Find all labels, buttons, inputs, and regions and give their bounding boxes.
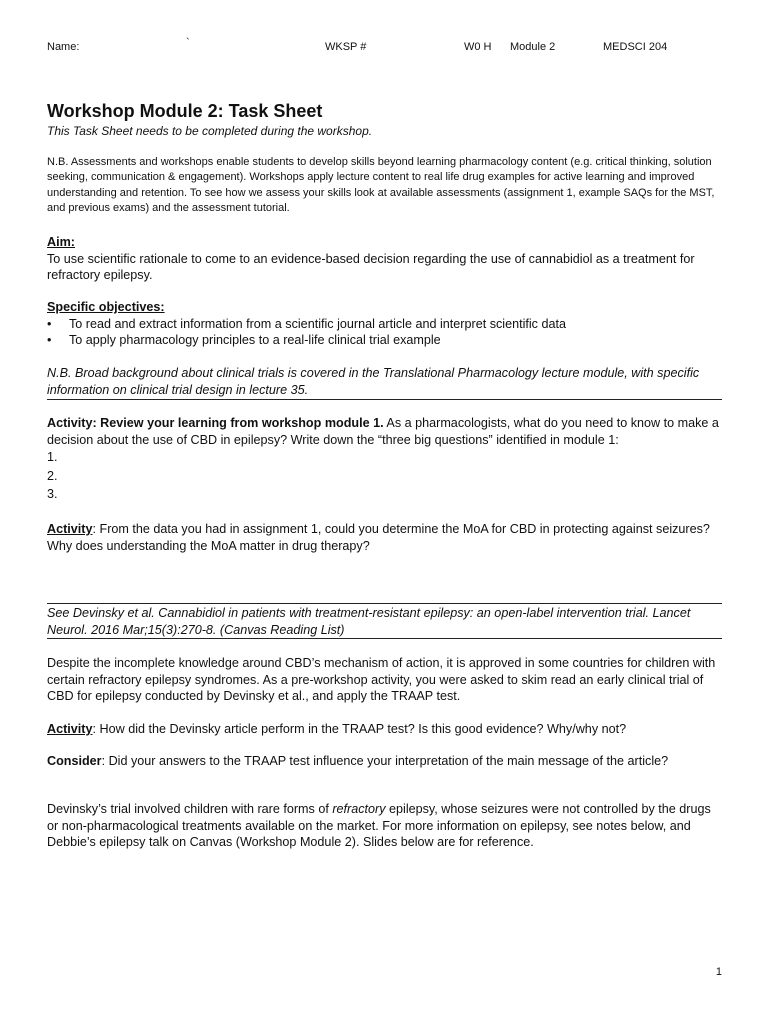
answer-number: 3. [47,486,58,501]
aim-heading: Aim: [47,235,75,249]
course-code: MEDSCI 204 [603,41,668,53]
objective-item: • To read and extract information from a scientific journal article and interpret scientific data [47,316,566,331]
answer-numbers [47,449,722,504]
consider-text: : Did your answers to the TRAAP test influence your interpretation of the main message of the article? [101,754,669,768]
activity-3-label: Activity [47,722,93,736]
activity-1 [47,415,722,504]
objective-item: • To apply pharmacology principles to a real-life clinical trial example [47,333,441,348]
activity-2 [47,521,722,554]
aim-section [47,234,722,284]
w0h-label: W0 H [464,41,492,53]
consider-prompt [47,753,722,770]
activity-2-text: : From the data you had in assignment 1, could you determine the MoA for CBD in protecting against seizures? Why does understanding the MoA matter in drug therapy? [47,522,710,553]
module-label: Module 2 [510,41,556,53]
bullet-icon: • [47,333,52,348]
bullet-icon: • [47,316,52,331]
page-number: 1 [715,966,722,978]
reference-citation: See Devinsky et al. Cannabidiol in patients with treatment-resistant epilepsy: an open-label intervention trial. Lancet Neurol. 2016 Mar;15(3):270-8. (Canvas Reading List) [47,606,691,637]
aim-text: To use scientific rationale to come to an evidence-based decision regarding the use of cannabidiol as a treatment for refractory epilepsy. [47,251,695,283]
activity-3-text: : How did the Devinsky article perform in the TRAAP test? Is this good evidence? Why/why not? [92,722,627,736]
divider [47,399,722,400]
consider-label: Consider [47,754,102,768]
activity-1-text: As a pharmacologists, what do you need to know to make a decision about the use of CBD in epilepsy? Write down the “three big questions” identified in module 1: [47,416,719,447]
objectives-list [47,316,722,349]
wksp-label: WKSP # [325,41,367,53]
paragraph-devinsky-trial: Devinsky’s trial involved children with rare forms of refractory epilepsy, whose seizures were not controlled by the drugs or non-pharmacological treatments available on the market. For more information on epilepsy, see notes below, and Debbie’s epilepsy talk on Canvas (Workshop Module 2). Slides below are for reference. [47,802,711,850]
divider [47,603,722,604]
activity-1-label: Activity: Review your learning from workshop module 1. [47,416,384,430]
page-title: Workshop Module 2: Task Sheet [47,101,323,121]
answer-number: 1. [47,450,58,465]
page-subtitle: This Task Sheet needs to be completed during the workshop. [47,124,373,138]
activity-2-label: Activity [47,522,93,536]
answer-number: 2. [47,468,58,483]
objectives-heading: Specific objectives: [47,300,165,314]
activity-3 [47,721,722,738]
divider [47,638,722,639]
paragraph-cbd-approval: Despite the incomplete knowledge around CBD’s mechanism of action, it is approved in some countries for children with certain refractory epilepsy syndromes. As a pre-workshop activity, you were asked to skim read an early clinical trial of CBD for epilepsy conducted by Devinsky et al., and apply the TRAAP test. [47,656,716,704]
nb-background-note: N.B. Broad background about clinical trials is covered in the Translational Pharmacology lecture module, with specific information on clinical trial design in lecture 35. [47,366,700,397]
page-header [47,37,722,55]
name-label: Name: [47,41,80,53]
nb-intro-paragraph: N.B. Assessments and workshops enable students to develop skills beyond learning pharmacology content (e.g. critical thinking, solution seeking, communication & engagement). Workshops apply lecture content to real life drug examples for active learning and improved understanding and retention. To see how we assess your skills look at available assessments (assignment 1, example SAQs for the MST, and previous exams) and the assessment tutorial. [47,156,715,215]
document-page [47,0,722,1024]
backtick-mark: ` [186,37,190,49]
objectives-section [47,299,722,349]
